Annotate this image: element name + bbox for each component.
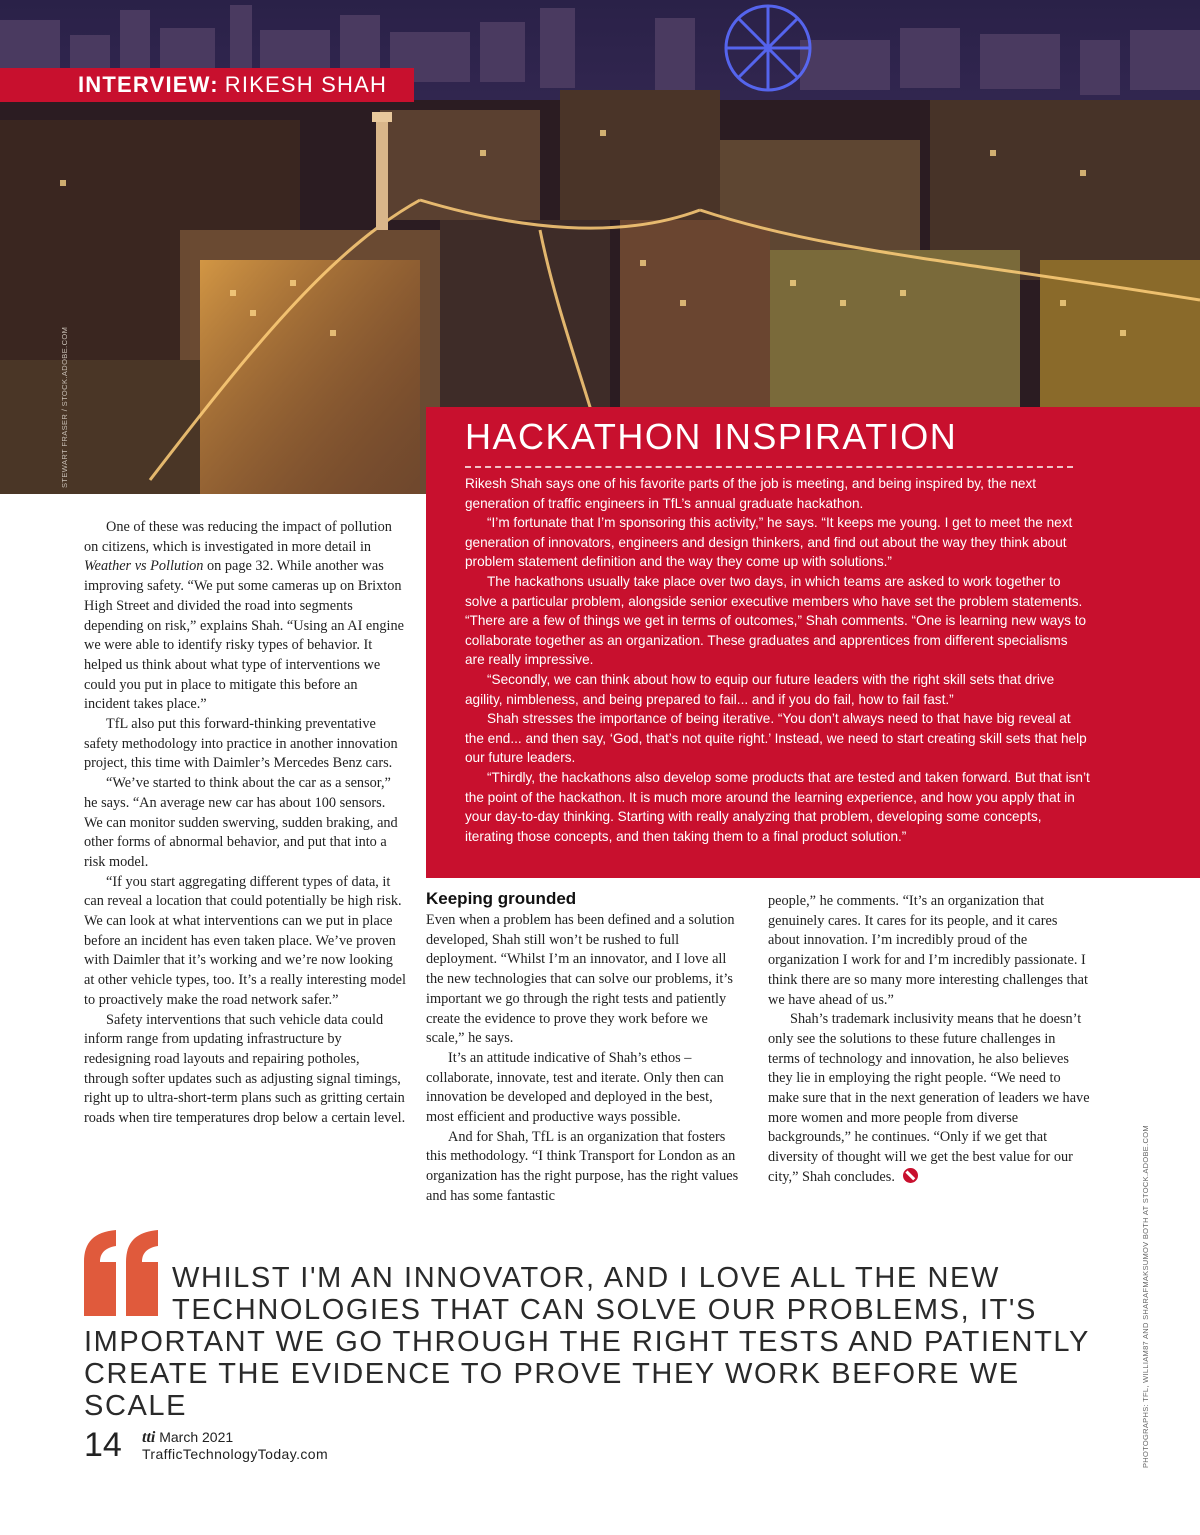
article-column-3	[768, 892, 1090, 1188]
cross-reference-title: Weather vs Pollution	[84, 558, 204, 575]
panel-paragraph: Rikesh Shah says one of his favorite parts of the job is meeting, and being inspired by, the next generation of traffic engineers in TfL’s annual graduate hackathon.	[465, 476, 1037, 511]
article-paragraph: “We’ve started to think about the car as a sensor,” he says. “An average new car has about 100 sensors. We can monitor sudden swerving, sudden braking, and other forms of abnormal behavior, and put that into a risk model.	[84, 775, 398, 870]
panel-paragraph: The hackathons usually take place over two days, in which teams are asked to work together to solve a particular problem, alongside senior executive members who have set the problem statements. “There are a few of things we get in terms of outcomes,” Shah comments. “One is learning new ways to collaborate together as an organization. These graduates and apprentices from different specialisms are really impressive.	[465, 573, 1087, 668]
brand-logo: tti	[142, 1429, 156, 1446]
article-paragraph: Even when a problem has been defined and a solution developed, Shah still won’t be rushed to full deployment. “Whilst I’m an innovator, and I love all the new technologies that can solve our problems, it’s important we go through the right tests and patiently create the evidence to prove they work before we scale,” he says.	[426, 912, 735, 1047]
sidebar-panel-hackathon	[426, 407, 1200, 878]
panel-paragraph: “I’m fortunate that I’m sponsoring this activity,” he says. “It keeps me young. I get to meet the next generation of innovators, engineers and design thinkers, and find out about the way they think about problem statement definition and the way they come up with solutions.”	[465, 515, 1073, 570]
article-column-1	[84, 518, 406, 1129]
panel-title: HACKATHON INSPIRATION	[465, 416, 958, 457]
panel-divider	[465, 466, 1073, 468]
section-tag-name: RIKESH SHAH	[224, 72, 388, 97]
article-paragraph: It’s an attitude indicative of Shah’s ethos – collaborate, innovate, test and iterate. Only then can innovation be developed and deployed in the best, most efficient and productive ways possible.	[426, 1049, 724, 1126]
article-paragraph: Safety interventions that such vehicle data could inform range from updating infrastructure by redesigning road layouts and repairing potholes, through softer updates such as adjusting signal timings, right up to ultra-short-term plans such as gritting certain roads when tire temperatures drop below a certain level.	[84, 1011, 406, 1127]
text-run: on page 32. While another was improving safety. “We put some cameras up on Brixton High Street and divided the road into segments depending on risk,” explains Shah. “Using an AI engine we were able to identify risky types of behavior. It helped us think about what type of interventions we could you put in place to mitigate this before an incident takes place.”	[84, 558, 405, 713]
issue-date: March 2021	[159, 1429, 234, 1445]
photo-credit-right: PHOTOGRAPHS: TFL, WILLIAM87 AND SHARAFMAKSUMOV BOTH AT STOCK.ADOBE.COM	[1141, 1125, 1150, 1468]
section-tag	[0, 68, 414, 102]
page-number: 14	[84, 1426, 122, 1464]
pull-quote: WHILST I'M AN INNOVATOR, AND I LOVE ALL THE NEW TECHNOLOGIES THAT CAN SOLVE OUR PROBLEMS, IT'S IMPORTANT WE GO THROUGH THE RIGHT TESTS AND PATIENTLY CREATE THE EVIDENCE TO PROVE THEY WORK BEFORE WE SCALE	[84, 1262, 1090, 1422]
article-paragraph	[768, 1010, 1090, 1187]
end-of-article-icon	[903, 1168, 918, 1183]
subheading: Keeping grounded	[426, 889, 577, 908]
article-paragraph: people,” he comments. “It’s an organization that genuinely cares. It cares for its people, and it cares about innovation. I’m incredibly proud of the organization I work for and I’m incredibly passionate. I think there are so many more interesting challenges that we have ahead of us.”	[768, 893, 1088, 1008]
article-paragraph: “If you start aggregating different types of data, it can reveal a location that could potentially be high risk. We can look at what interventions can we put in place before an incident has even taken place. We’ve proven with Daimler that it’s working and we’re now looking at other vehicle types, too. It’s a really interesting model to proactively make the road network safer.”	[84, 873, 406, 1008]
website-url: TrafficTechnologyToday.com	[142, 1446, 329, 1462]
panel-paragraph: “Secondly, we can think about how to equip our future leaders with the right skill sets that drive agility, nimbleness, and being prepared to fail... and if you do fail, how to fail fast.”	[465, 671, 1055, 707]
text-run: One of these was reducing the impact of pollution on citizens, which is investigated in more detail in	[84, 519, 392, 555]
article-paragraph: And for Shah, TfL is an organization that fosters this methodology. “I think Transport for London as an organization has the right purpose, has the right values and has some fantastic	[426, 1128, 739, 1204]
article-paragraph	[84, 518, 406, 715]
article-column-2	[426, 888, 744, 1207]
section-tag-label: INTERVIEW:	[78, 72, 219, 97]
photo-credit-left: STEWART FRASER / STOCK.ADOBE.COM	[60, 326, 69, 488]
panel-paragraph: “Thirdly, the hackathons also develop some products that are tested and taken forward. But that isn’t the point of the hackathon. It is much more around the learning experience, and how you apply that in your day-to-day thinking. Starting with really analyzing that problem, developing some concepts, iterating those concepts, and then taking them to a final product solution.”	[465, 769, 1090, 844]
article-paragraph: TfL also put this forward-thinking preventative safety methodology into practice in another innovation project, this time with Daimler’s Mercedes Benz cars.	[84, 716, 398, 772]
footer-brand	[142, 1429, 328, 1462]
panel-paragraph: Shah stresses the importance of being iterative. “You don’t always need to that have big reveal at the end... and then say, ‘God, that’s not quite right.’ Instead, we need to start creating skill sets that help our future leaders.	[465, 711, 1087, 766]
text-run: Shah’s trademark inclusivity means that he doesn’t only see the solutions to these future challenges in terms of technology and innovation, he also believes they lie in employing the right people. “We need to make sure that in the next generation of leaders we have more women and more people from diverse backgrounds,” he continues. “Only if we get that diversity of thought will we get the best value for our city,” Shah concludes.	[768, 1011, 1090, 1185]
